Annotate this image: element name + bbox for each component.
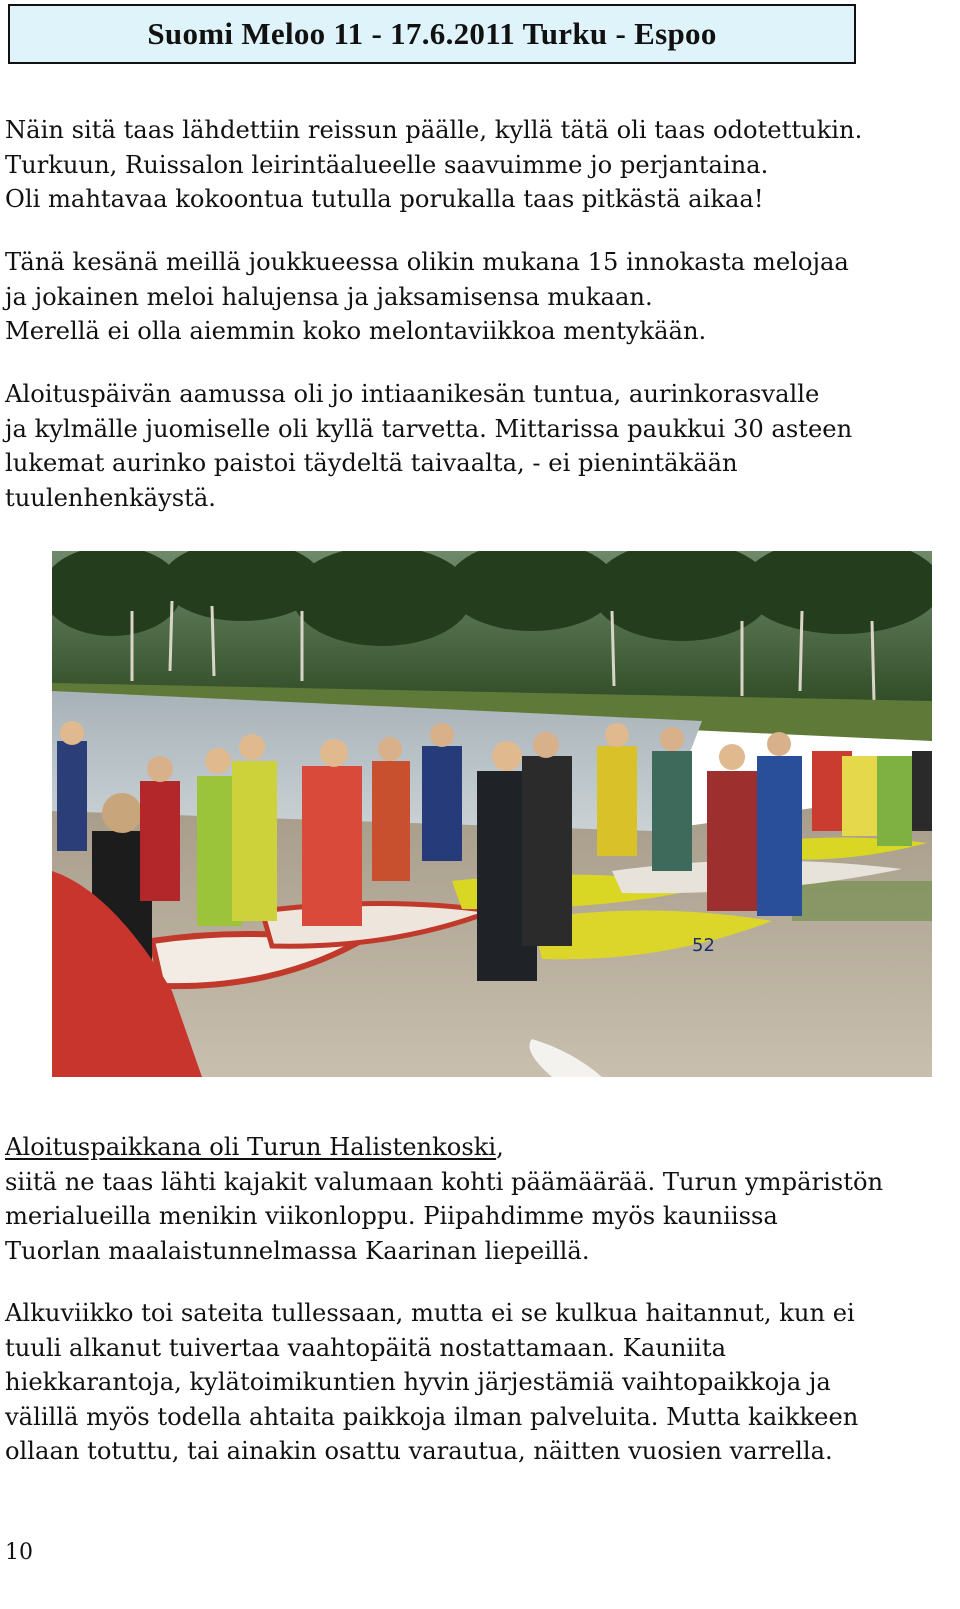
- text-line: ollaan totuttu, tai ainakin osattu varautua, näitten vuosien varrella.: [5, 1437, 833, 1465]
- text-line: Merellä ei olla aiemmin koko melontaviikkoa mentykään.: [5, 317, 707, 345]
- text-line: ja kylmälle juomiselle oli kyllä tarvetta. Mittarissa paukkui 30 asteen: [5, 414, 853, 443]
- text-line: Aloituspäivän aamussa oli jo intiaanikesän tuntua, aurinkorasvalle: [5, 380, 820, 408]
- text-line: hiekkarantoja, kylätoimikuntien hyvin järjestämiä vaihtopaikkoja ja: [5, 1368, 831, 1396]
- page-number: 10: [5, 1540, 33, 1565]
- paragraph-4: [5, 1130, 883, 1268]
- text-line: Oli mahtavaa kokoontua tutulla porukalla taas pitkästä aikaa!: [5, 185, 764, 213]
- text-line: Tänä kesänä meillä joukkueessa olikin mukana 15 innokasta melojaa: [5, 248, 849, 276]
- text-line: ja jokainen meloi halujensa ja jaksamisensa mukaan.: [5, 282, 653, 311]
- kayak-number: 52: [692, 935, 715, 956]
- kayak-event-photo: [52, 551, 932, 1077]
- text-line: lukemat aurinko paistoi täydeltä taivaalta, - ei pienintäkään: [5, 449, 738, 477]
- text-line: Alkuviikko toi sateita tullessaan, mutta ei se kulkua haitannut, kun ei: [5, 1299, 855, 1327]
- page-title: Suomi Meloo 11 - 17.6.2011 Turku - Espoo: [147, 16, 717, 51]
- text-line: Näin sitä taas lähdettiin reissun päälle, kyllä tätä oli taas odotettukin.: [5, 116, 863, 144]
- paragraph-3: [5, 377, 852, 515]
- text-fragment: ,: [496, 1133, 504, 1161]
- text-line: [5, 1130, 883, 1165]
- title-box: [8, 4, 856, 64]
- text-line: tuulenhenkäystä.: [5, 483, 216, 512]
- text-line: Turkuun, Ruissalon leirintäalueelle saavuimme jo perjantaina.: [5, 150, 769, 179]
- text-line: merialueilla menikin viikonloppu. Piipahdimme myös kauniissa: [5, 1202, 778, 1230]
- text-line: tuuli alkanut tuivertaa vaahtopäitä nostattamaan. Kauniita: [5, 1333, 727, 1362]
- text-line: Tuorlan maalaistunnelmassa Kaarinan liepeillä.: [5, 1236, 590, 1265]
- text-line: välillä myös todella ahtaita paikkoja ilman palveluita. Mutta kaikkeen: [5, 1402, 859, 1431]
- start-location-link[interactable]: Aloituspaikkana oli Turun Halistenkoski: [5, 1133, 497, 1161]
- paragraph-5: [5, 1296, 858, 1469]
- text-line: siitä ne taas lähti kajakit valumaan kohti päämäärää. Turun ympäristön: [5, 1167, 884, 1196]
- paragraph-2: [5, 245, 849, 349]
- paragraph-1: [5, 113, 862, 217]
